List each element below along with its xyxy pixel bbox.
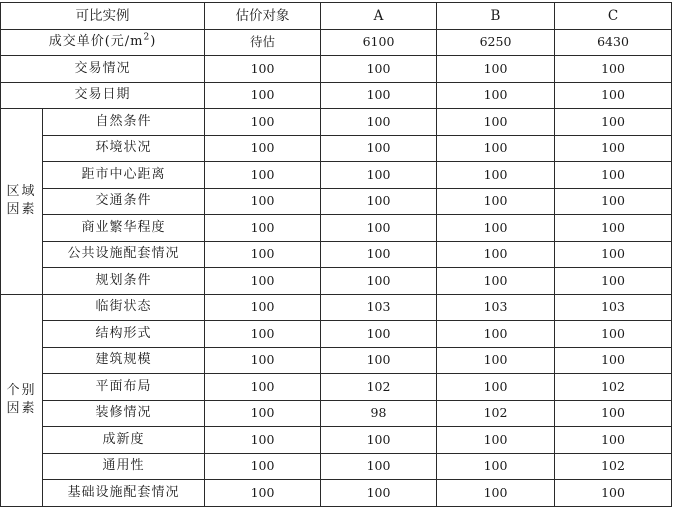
- value-cell-subject: 100: [205, 135, 321, 162]
- factor-label: 商业繁华程度: [43, 215, 205, 242]
- price-label-close: ): [150, 34, 157, 50]
- header-cell-subject: 估价对象: [205, 3, 321, 30]
- value-cell-a: 100: [321, 56, 437, 83]
- value-cell-a: 100: [321, 347, 437, 374]
- value-cell-b: 100: [437, 56, 555, 83]
- value-cell-b: 100: [437, 109, 555, 136]
- value-cell-c: 102: [555, 453, 672, 480]
- value-cell-b: 100: [437, 374, 555, 401]
- table-row: [1, 294, 672, 321]
- value-cell-subject: 100: [205, 56, 321, 83]
- price-cell-b: 6250: [437, 29, 555, 56]
- value-cell-b: 100: [437, 188, 555, 215]
- value-cell-c: 100: [555, 82, 672, 109]
- header-row: [1, 3, 672, 30]
- value-cell-b: 100: [437, 480, 555, 507]
- factor-label: 交易情况: [1, 56, 205, 83]
- factor-label: 交通条件: [43, 188, 205, 215]
- table-row: [1, 400, 672, 427]
- value-cell-subject: 100: [205, 374, 321, 401]
- price-row: [1, 29, 672, 56]
- value-cell-c: 100: [555, 347, 672, 374]
- header-cell-c: C: [555, 3, 672, 30]
- table-row: [1, 188, 672, 215]
- value-cell-c: 103: [555, 294, 672, 321]
- value-cell-a: 100: [321, 162, 437, 189]
- value-cell-a: 103: [321, 294, 437, 321]
- value-cell-c: 100: [555, 56, 672, 83]
- value-cell-b: 100: [437, 453, 555, 480]
- value-cell-b: 100: [437, 268, 555, 295]
- value-cell-subject: 100: [205, 109, 321, 136]
- factor-label: 平面布局: [43, 374, 205, 401]
- value-cell-c: 100: [555, 268, 672, 295]
- value-cell-b: 100: [437, 427, 555, 454]
- value-cell-subject: 100: [205, 321, 321, 348]
- factor-label: 规划条件: [43, 268, 205, 295]
- value-cell-subject: 100: [205, 453, 321, 480]
- table-row: [1, 215, 672, 242]
- value-cell-subject: 100: [205, 480, 321, 507]
- factor-label: 建筑规模: [43, 347, 205, 374]
- value-cell-subject: 100: [205, 215, 321, 242]
- value-cell-a: 100: [321, 427, 437, 454]
- price-label-superscript: 2: [143, 32, 151, 43]
- value-cell-a: 98: [321, 400, 437, 427]
- value-cell-b: 100: [437, 82, 555, 109]
- value-cell-subject: 100: [205, 427, 321, 454]
- value-cell-c: 100: [555, 162, 672, 189]
- value-cell-subject: 100: [205, 82, 321, 109]
- table-row: [1, 56, 672, 83]
- value-cell-b: 100: [437, 347, 555, 374]
- factor-label: 距市中心距离: [43, 162, 205, 189]
- factor-label: 公共设施配套情况: [43, 241, 205, 268]
- value-cell-c: 100: [555, 321, 672, 348]
- table-row: [1, 162, 672, 189]
- value-cell-a: 100: [321, 480, 437, 507]
- value-cell-b: 100: [437, 241, 555, 268]
- table-row: [1, 268, 672, 295]
- value-cell-c: 100: [555, 241, 672, 268]
- factor-label: 装修情况: [43, 400, 205, 427]
- value-cell-a: 102: [321, 374, 437, 401]
- value-cell-subject: 100: [205, 241, 321, 268]
- table-row: [1, 480, 672, 507]
- value-cell-a: 100: [321, 215, 437, 242]
- value-cell-c: 100: [555, 427, 672, 454]
- value-cell-c: 100: [555, 400, 672, 427]
- value-cell-subject: 100: [205, 347, 321, 374]
- value-cell-a: 100: [321, 453, 437, 480]
- value-cell-c: 100: [555, 188, 672, 215]
- table-row: [1, 427, 672, 454]
- value-cell-c: 100: [555, 480, 672, 507]
- value-cell-b: 100: [437, 215, 555, 242]
- value-cell-subject: 100: [205, 400, 321, 427]
- table-row: [1, 374, 672, 401]
- value-cell-b: 100: [437, 135, 555, 162]
- value-cell-subject: 100: [205, 162, 321, 189]
- table-row: [1, 109, 672, 136]
- price-cell-a: 6100: [321, 29, 437, 56]
- value-cell-a: 100: [321, 268, 437, 295]
- value-cell-subject: 100: [205, 268, 321, 295]
- value-cell-b: 103: [437, 294, 555, 321]
- factor-label: 环境状况: [43, 135, 205, 162]
- table-row: [1, 135, 672, 162]
- table-row: [1, 82, 672, 109]
- header-cell-case: 可比实例: [1, 3, 205, 30]
- factor-label: 基础设施配套情况: [43, 480, 205, 507]
- header-cell-b: B: [437, 3, 555, 30]
- factor-group-label: 区域因素: [1, 109, 43, 295]
- value-cell-a: 100: [321, 135, 437, 162]
- value-cell-b: 100: [437, 321, 555, 348]
- value-cell-b: 100: [437, 162, 555, 189]
- factor-label: 交易日期: [1, 82, 205, 109]
- factor-label: 通用性: [43, 453, 205, 480]
- factor-label: 成新度: [43, 427, 205, 454]
- factor-label: 自然条件: [43, 109, 205, 136]
- factor-label: 结构形式: [43, 321, 205, 348]
- value-cell-a: 100: [321, 321, 437, 348]
- value-cell-c: 102: [555, 374, 672, 401]
- comparison-table-sheet: [0, 2, 671, 507]
- value-cell-a: 100: [321, 188, 437, 215]
- value-cell-c: 100: [555, 135, 672, 162]
- value-cell-a: 100: [321, 82, 437, 109]
- price-row-label: [1, 29, 205, 56]
- table-row: [1, 321, 672, 348]
- price-cell-c: 6430: [555, 29, 672, 56]
- comparable-cases-table: [0, 2, 672, 507]
- table-row: [1, 347, 672, 374]
- value-cell-b: 102: [437, 400, 555, 427]
- table-body: [1, 3, 672, 507]
- table-row: [1, 453, 672, 480]
- value-cell-subject: 100: [205, 188, 321, 215]
- header-cell-a: A: [321, 3, 437, 30]
- value-cell-a: 100: [321, 109, 437, 136]
- factor-group-label: 个别因素: [1, 294, 43, 506]
- factor-label: 临街状态: [43, 294, 205, 321]
- price-cell-subject: 待估: [205, 29, 321, 56]
- value-cell-subject: 100: [205, 294, 321, 321]
- value-cell-c: 100: [555, 109, 672, 136]
- table-row: [1, 241, 672, 268]
- value-cell-a: 100: [321, 241, 437, 268]
- value-cell-c: 100: [555, 215, 672, 242]
- price-label-text: 成交单价(元/m: [48, 34, 144, 50]
